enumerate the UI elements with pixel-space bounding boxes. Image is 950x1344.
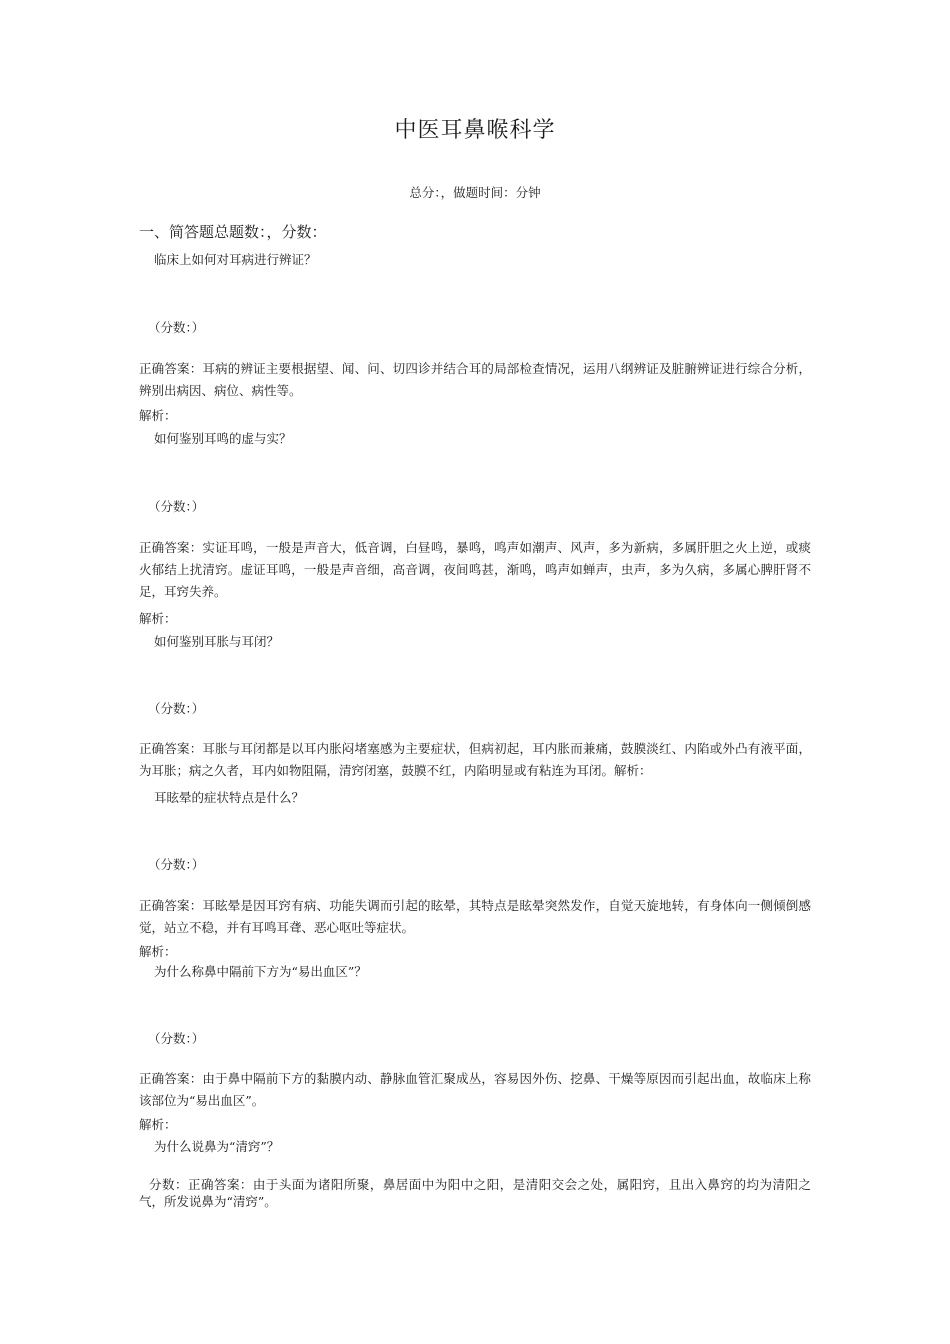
question-4: 耳眩晕的症状特点是什么？ bbox=[154, 790, 305, 805]
question-4-analysis: 解析： bbox=[139, 944, 177, 959]
question-3-score: （分数：） bbox=[148, 701, 205, 716]
question-2-score: （分数：） bbox=[148, 499, 205, 514]
question-3: 如何鉴别耳胀与耳闭？ bbox=[154, 634, 280, 649]
page-title: 中医耳鼻喉科学 bbox=[394, 118, 556, 143]
question-4-answer: 正确答案：耳眩晕是因耳窍有病、功能失调而引起的眩晕，其特点是眩晕突然发作，自觉天旋地转，有身体向一侧倾倒感觉，站立不稳，并有耳鸣耳聋、恶心呕吐等症状。 bbox=[139, 898, 811, 935]
question-1-analysis: 解析： bbox=[139, 408, 177, 423]
question-5: 为什么称鼻中隔前下方为“易出血区”？ bbox=[154, 964, 367, 979]
question-1: 临床上如何对耳病进行辨证？ bbox=[154, 252, 317, 267]
question-3-answer: 正确答案：耳胀与耳闭都是以耳内胀闷堵塞感为主要症状，但病初起，耳内胀而兼痛，鼓膜淡红、内陷或外凸有液平面，为耳胀；病之久者，耳内如物阻隔，清窍闭塞，鼓膜不红，内陷明显或有粘连为耳闭。解析： bbox=[139, 741, 811, 778]
section-heading: 一、简答题总题数：，分数： bbox=[139, 223, 327, 241]
question-6: 为什么说鼻为“清窍”？ bbox=[154, 1139, 280, 1154]
question-4-score: （分数：） bbox=[148, 857, 205, 872]
question-5-answer: 正确答案：由于鼻中隔前下方的黏膜内动、静脉血管汇聚成丛，容易因外伤、挖鼻、干燥等原因而引起出血，故临床上称该部位为“易出血区”。 bbox=[139, 1071, 811, 1108]
question-5-analysis: 解析： bbox=[139, 1117, 177, 1132]
question-6-answer bbox=[139, 1176, 811, 1210]
question-6-answer-text: 分数：正确答案：由于头面为诸阳所聚，鼻居面中为阳中之阳，是清阳交会之处，属阳窍，且出入鼻窍的均为清阳之气，所发说鼻为“清窍”。 bbox=[139, 1177, 811, 1209]
question-1-answer: 正确答案：耳病的辨证主要根据望、闻、问、切四诊并结合耳的局部检查情况，运用八纲辨证及脏腑辨证进行综合分析，辨别出病因、病位、病性等。 bbox=[139, 361, 811, 398]
question-2-answer: 正确答案：实证耳鸣，一般是声音大，低音调，白昼鸣，暴鸣，鸣声如潮声、风声，多为新病，多属肝胆之火上逆，或痰火郁结上扰清窍。虚证耳鸣，一般是声音细，高音调，夜间鸣甚，渐鸣，鸣声如蝉声，虫声，多为久病，多属心脾肝肾不足，耳窍失养。 bbox=[139, 540, 811, 599]
question-5-score: （分数：） bbox=[148, 1031, 205, 1046]
question-1-score: （分数：） bbox=[148, 320, 205, 335]
exam-meta: 总分：，做题时间：分钟 bbox=[409, 185, 541, 200]
question-2: 如何鉴别耳鸣的虚与实？ bbox=[154, 431, 292, 446]
question-2-analysis: 解析： bbox=[139, 611, 177, 626]
